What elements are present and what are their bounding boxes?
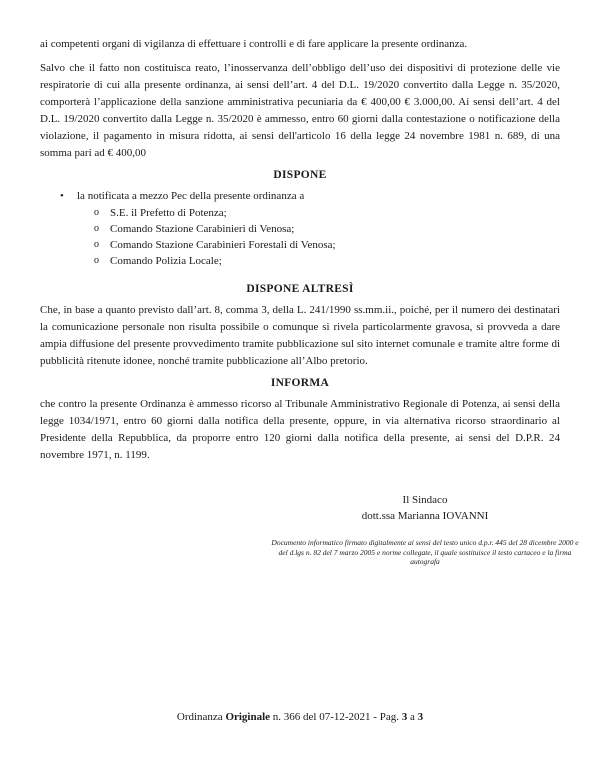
list-item-carabinieri — [40, 221, 560, 237]
list-item-main — [40, 188, 560, 205]
footer-prefix: Ordinanza — [176, 711, 226, 723]
circle-bullet-icon: o — [94, 255, 99, 266]
list-item-prefetto — [40, 205, 560, 221]
notification-list — [40, 188, 560, 269]
document-page — [40, 36, 579, 567]
footer-page-number: 3 — [401, 711, 408, 723]
paragraph-publication: Che, in base a quanto previsto dall’art. 8, comma 3, della L. 241/1990 ss.mm.ii., poiché, per il numero dei destinatari la comunicazione personale non risulta possibile o comunque si rivela particolarmente gravosa, si provveda a dare ampia diffusione del presente provvedimento tramite pubblicazione sul sito internet comunale e tramite altre forme di pubblicità ritenute idonee, nonché tramite pubblicazione all’Albo pretorio. — [40, 304, 560, 367]
paragraph-appeal: che contro la presente Ordinanza è ammesso ricorso al Tribunale Amministrativo Regionale di Potenza, ai sensi della legge 1034/1971, entro 60 giorni dalla notifica della presente, oppure, in via alternativa ricorso straordinario al Presidente della Repubblica, da proporre entro 120 giorni dalla notifica della presente, ai sensi del D.P.R. 24 novembre 1971, n. 1199. — [40, 398, 560, 461]
signature-role: Il Sindaco — [402, 494, 448, 506]
list-item-label: la notificata a mezzo Pec della presente ordinanza a — [77, 190, 305, 202]
list-item-label: Comando Stazione Carabinieri Forestali di Venosa; — [110, 239, 336, 251]
circle-bullet-icon: o — [94, 207, 99, 218]
digital-signature-disclaimer: Documento informatico firmato digitalmente ai sensi del testo unico d.p.r. 445 del 28 dicembre 2000 e del d.lgs n. 82 del 7 marzo 2005 e norme collegate, il quale sostituisce il testo cartaceo e la firma autografa — [271, 538, 579, 566]
heading-informa: INFORMA — [270, 377, 330, 389]
circle-bullet-icon: o — [94, 239, 99, 250]
footer-total-pages: 3 — [417, 711, 424, 723]
footer-middle: n. 366 del 07-12-2021 - Pag. — [270, 711, 402, 723]
footer-separator: a — [407, 711, 418, 723]
heading-dispone: DISPONE — [273, 169, 327, 181]
signature-block — [270, 492, 580, 567]
list-item-polizia-locale — [40, 253, 560, 269]
paragraph-controls: ai competenti organi di vigilanza di effettuare i controlli e di fare applicare la presente ordinanza. — [40, 38, 468, 50]
list-item-carabinieri-forestali — [40, 237, 560, 253]
list-item-label: Comando Polizia Locale; — [110, 255, 222, 267]
signature-name: dott.ssa Marianna IOVANNI — [361, 510, 489, 522]
footer-type: Originale — [225, 711, 271, 723]
paragraph-sanctions: Salvo che il fatto non costituisca reato, l’inosservanza dell’obbligo dell’uso dei dispositivi di protezione delle vie respiratorie di cui alla presente ordinanza, ai sensi dell’art. 4 del D.L. 19/2020 convertito dalla Legge n. 35/2020, comporterà l’applicazione della sanzione amministrativa pecuniaria da € 400,00 € 3.000,00. Ai sensi dell’art. 4 del D.L. 19/2020 convertito dalla Legge n. 35/2020 è ammesso, entro 60 giorni dalla contestazione o notificazione della violazione, il pagamento in misura ridotta, ai sensi dell'articolo 16 della legge 24 novembre 1981 n. 689, di una somma pari ad € 400,00 — [40, 62, 560, 159]
page-footer — [0, 711, 600, 723]
bullet-icon: • — [60, 190, 64, 202]
heading-dispone-altresi: DISPONE ALTRESÌ — [246, 283, 354, 295]
circle-bullet-icon: o — [94, 223, 99, 234]
list-item-label: Comando Stazione Carabinieri di Venosa; — [110, 223, 295, 235]
list-item-label: S.E. il Prefetto di Potenza; — [110, 207, 227, 219]
